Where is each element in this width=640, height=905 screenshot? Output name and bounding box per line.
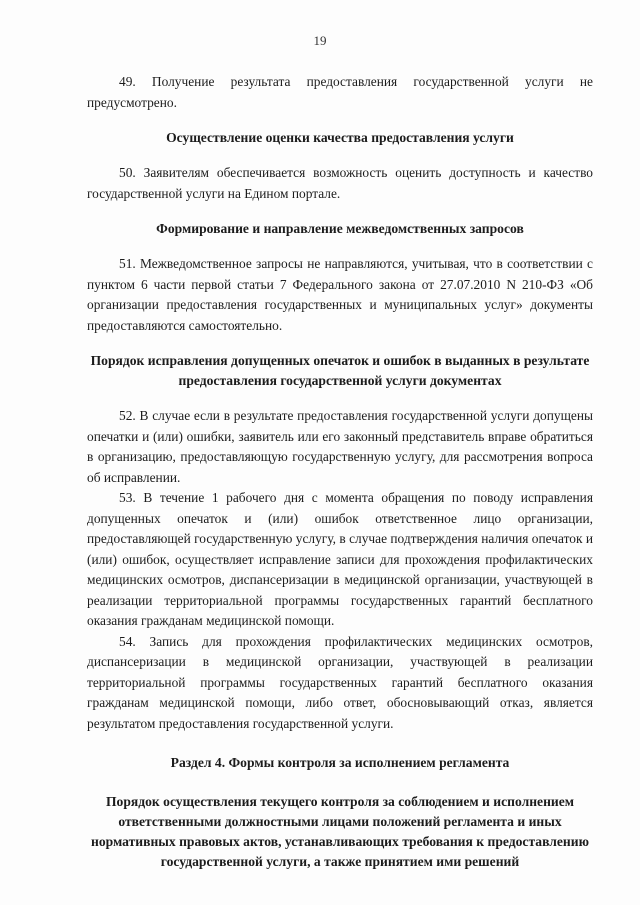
section-heading-interdepartmental-requests: Формирование и направление межведомственных запросов	[156, 221, 524, 236]
paragraph-54: 54. Запись для прохождения профилактических медицинских осмотров, диспансеризации в медицинской организации, участвующей в реализации территориальной программы государственных гарантий бесплатного оказания гражданам медицинской помощи, либо ответ, обосновывающий отказ, является результатом предоставления государственной услуги.	[87, 633, 593, 731]
paragraph-50: 50. Заявителям обеспечивается возможность оценить доступность и качество государственной услуги на Едином портале.	[87, 165, 593, 201]
paragraph-49: 49. Получение результата предоставления государственной услуги не предусмотрено.	[87, 74, 593, 110]
page-number: 19	[313, 33, 327, 48]
paragraph-52: 52. В случае если в результате предоставления государственной услуги допущены опечатки и (или) ошибки, заявитель или его законный представитель вправе обратиться в организацию, предоставляющую государственную услугу, для рассмотрения вопроса об исправлении.	[87, 408, 593, 485]
section-heading-current-control: Порядок осуществления текущего контроля за соблюдением и исполнением ответственными должностными лицами положений регламента и иных нормативных правовых актов, устанавливающих требования к предоставлению государственной услуги, а также принятием ими решений	[91, 794, 589, 869]
section-heading-error-correction: Порядок исправления допущенных опечаток и ошибок в выданных в результате предоставления государственной услуги документах	[90, 353, 590, 388]
section-heading-chapter-4: Раздел 4. Формы контроля за исполнением регламента	[170, 755, 510, 770]
section-heading-quality-assessment: Осуществление оценки качества предоставления услуги	[166, 130, 514, 145]
paragraph-53: 53. В течение 1 рабочего дня с момента обращения по поводу исправления допущенных опечаток и (или) ошибок ответственное лицо организации, предоставляющей государственную услугу, в случае подтверждения наличия опечаток и (или) ошибок, осуществляет исправление записи для прохождения профилактических медицинских осмотров, диспансеризации в медицинской организации, участвующей в реализации территориальной программы государственных гарантий бесплатного оказания гражданам медицинской помощи.	[87, 490, 593, 628]
paragraph-51: 51. Межведомственное запросы не направляются, учитывая, что в соответствии с пунктом 6 части первой статьи 7 Федерального закона от 27.07.2010 N 210-ФЗ «Об организации предоставления государственных и муниципальных услуг» документы предоставляются самостоятельно.	[87, 256, 593, 333]
document-body	[87, 72, 593, 872]
